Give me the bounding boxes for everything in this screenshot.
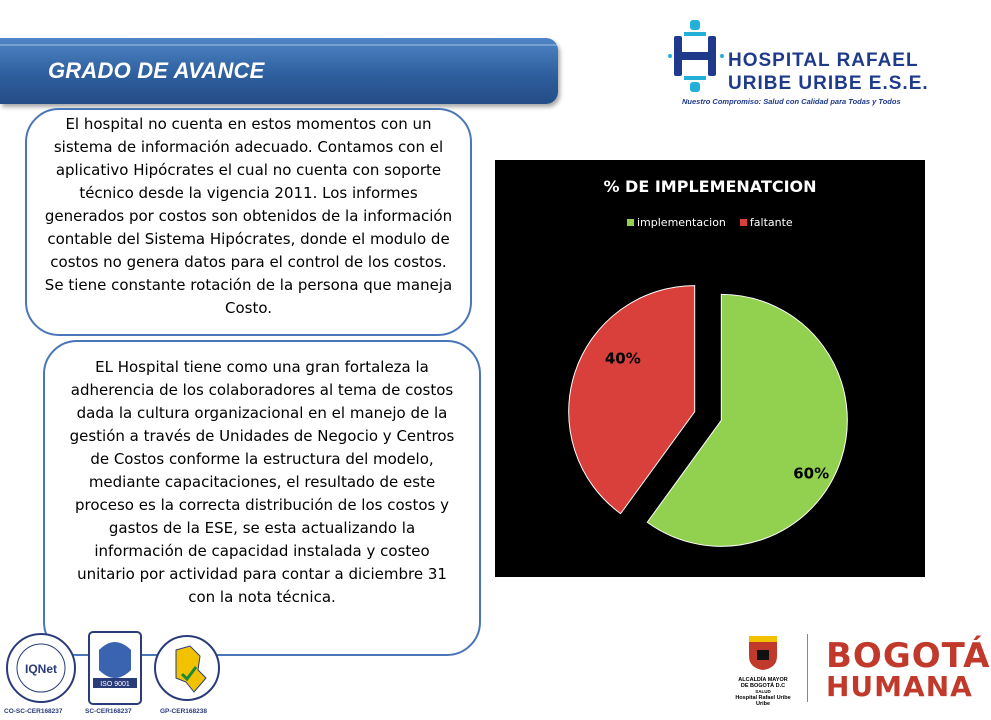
alcaldia-line2: DE BOGOTÁ D.C	[740, 683, 786, 689]
cert-code-1: CO-SC-CER168237	[4, 708, 63, 715]
text-bubble-1: El hospital no cuenta en estos momentos con un sistema de información adecuado. Contamos con el aplicativo Hipócrates el cual no cuenta con soporte técnico desde la vigencia 2011. Los informes generados por costos son obtenidos de la información contable del Sistema Hipócrates, donde el modulo de costos no genera datos para el control de los costos. Se tiene constante rotación de la persona que maneja Costo.	[25, 108, 472, 336]
svg-text:IQNet: IQNet	[24, 662, 58, 676]
bogota-humana-logo-line1: BOGOTÁ	[826, 636, 991, 676]
pie-chart	[495, 160, 925, 577]
iso-9001-seal-icon	[85, 630, 145, 706]
svg-text:ISO 9001: ISO 9001	[100, 681, 130, 688]
alcaldia-line3: SALUD	[755, 689, 771, 694]
iqnet-seal-icon	[4, 630, 78, 706]
pie-slice-faltante	[569, 286, 695, 514]
legend-label-faltante: faltante	[749, 216, 793, 229]
pie-label-faltante: 40%	[604, 349, 641, 368]
hospital-logo	[668, 18, 928, 108]
bogota-shield-icon	[746, 634, 780, 672]
certifications	[0, 630, 225, 720]
text-bubble-2: EL Hospital tiene como una gran fortaleza la adherencia de los colaboradores al tema de costos dada la cultura organizacional en el manejo de la gestión a través de Unidades de Negocio y Centros de Costos conforme la estructura del modelo, mediante capacitaciones, el resultado de este proceso es la correcta distribución de los costos y gastos de la ESE, se esta actualizando la información de capacidad instalada y costeo unitario por actividad para contar a diciembre 31 con la nota técnica.	[43, 340, 481, 656]
cert-code-2: SC-CER168237	[85, 708, 132, 715]
logo-name-line2: URIBE URIBE E.S.E.	[728, 73, 929, 94]
logo-name-line1: HOSPITAL RAFAEL	[728, 50, 919, 71]
footer-divider	[807, 634, 808, 702]
hospital-h-icon	[668, 18, 728, 96]
colombia-map-seal-icon	[152, 630, 222, 706]
alcaldia-logo	[728, 634, 798, 710]
page-title: GRADO DE AVANCE	[48, 58, 265, 83]
bogota-humana-logo-line2: HUMANA	[826, 670, 973, 703]
pie-plot	[495, 160, 925, 577]
chart-title: % DE IMPLEMENATCION	[603, 177, 817, 196]
alcaldia-line4: Hospital Rafael Uribe Uribe	[735, 695, 791, 707]
alcaldia-line1: ALCALDÍA MAYOR	[738, 677, 788, 683]
logo-slogan: Nuestro Compromiso: Salud con Calidad para Todas y Todos	[682, 97, 901, 106]
legend-label-implementacion: implementacion	[637, 216, 726, 229]
cert-code-3: GP-CER168238	[160, 708, 207, 715]
pie-label-implementacion: 60%	[793, 464, 830, 483]
